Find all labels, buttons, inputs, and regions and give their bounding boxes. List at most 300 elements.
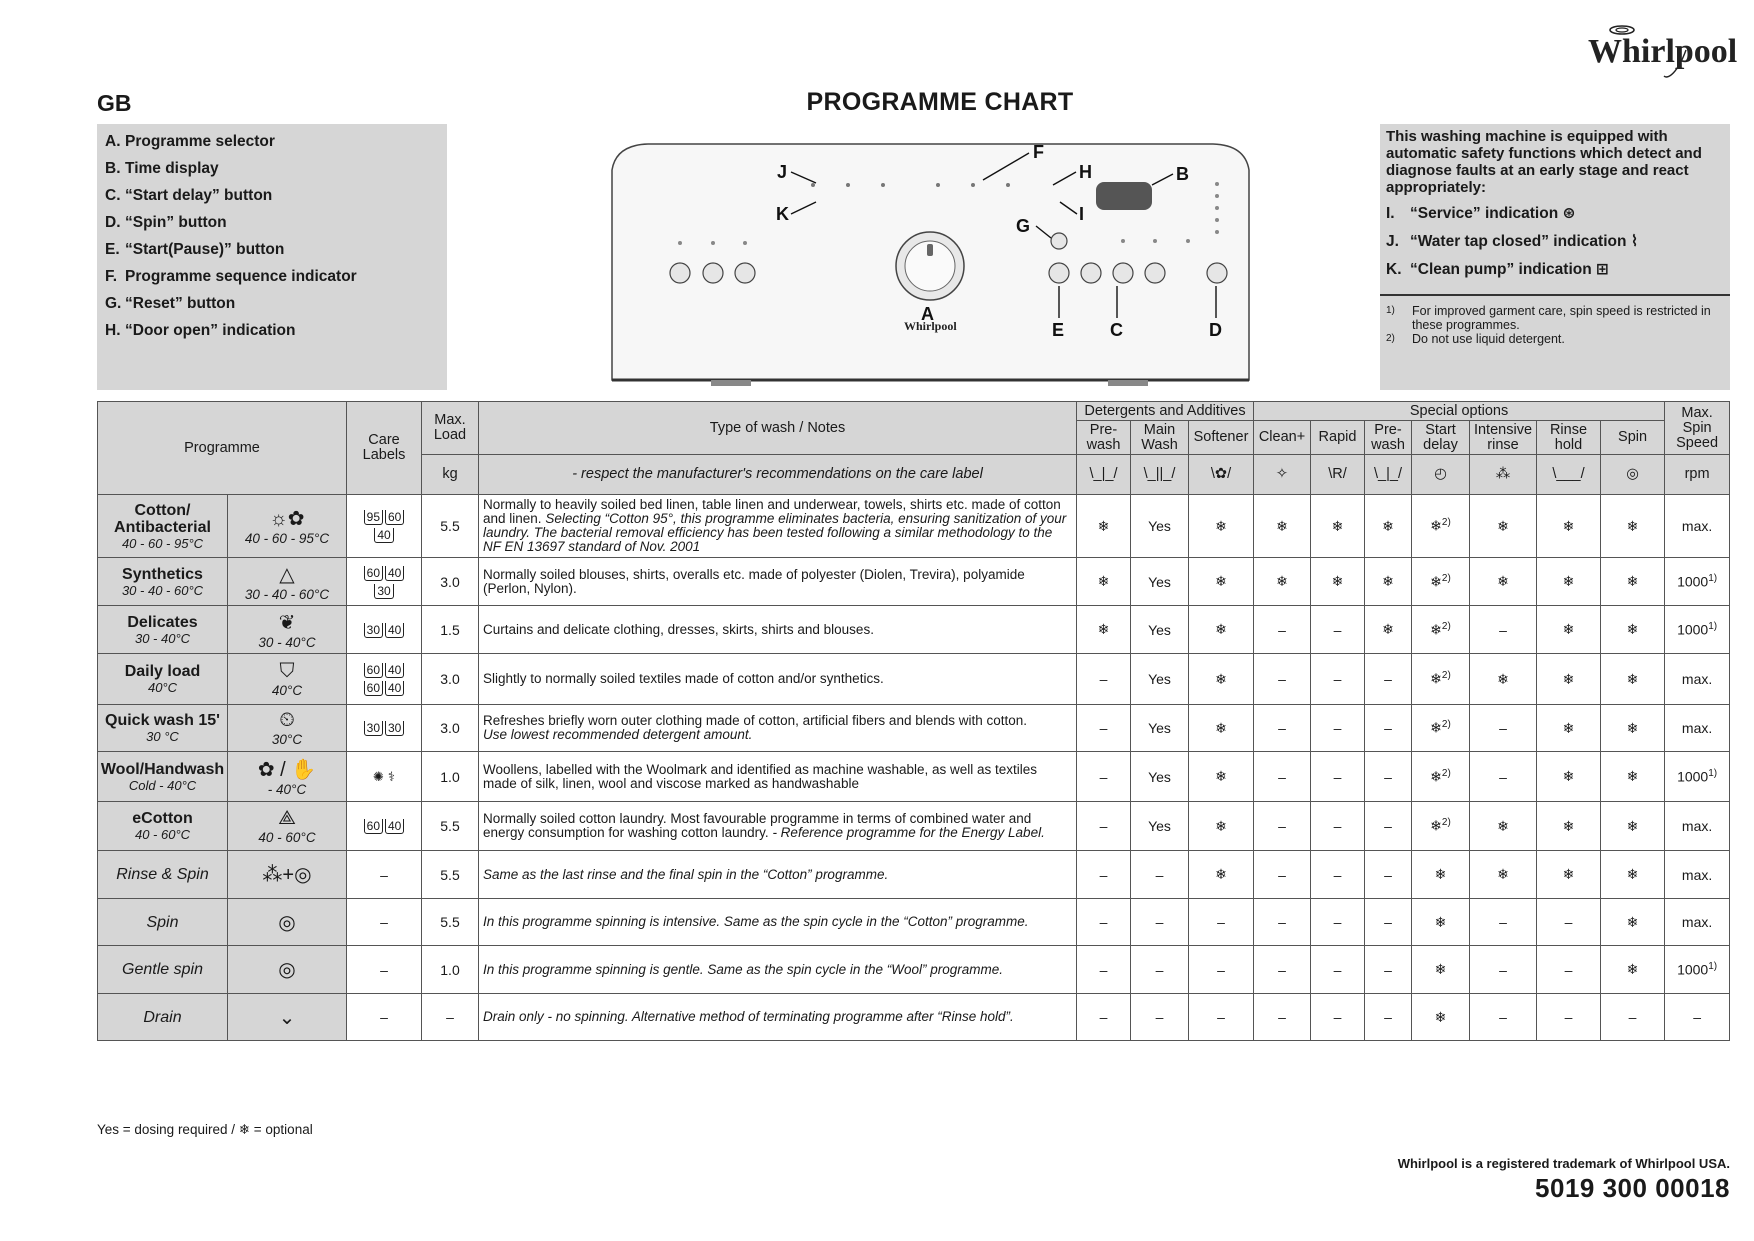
option-value: – — [1384, 818, 1392, 834]
option-cell — [1131, 802, 1189, 851]
option-cell — [1601, 946, 1665, 994]
care-labels-cell — [347, 654, 422, 705]
option-value: Yes — [1148, 573, 1171, 590]
option-value: Yes — [1148, 818, 1171, 834]
wash-notes-cell — [479, 802, 1077, 851]
care-label: 40 — [385, 623, 404, 638]
water-tap-icon: ⌇ — [1626, 233, 1639, 250]
care-labels-cell — [347, 994, 422, 1041]
option-value: ❄ — [1215, 817, 1227, 834]
option-cell — [1189, 994, 1254, 1041]
option-value: ❄ — [1430, 517, 1442, 534]
care-label: 60 — [364, 663, 383, 678]
care-none: – — [380, 1009, 388, 1025]
option-value: – — [1099, 1009, 1108, 1025]
safety-label: “Clean pump” indication — [1410, 261, 1592, 278]
programme-icon: ⟁ — [278, 807, 296, 829]
programme-name-cell — [98, 752, 228, 802]
footnote-text: For improved garment care, spin speed is restricted in these programmes. — [1412, 304, 1711, 332]
option-cell — [1077, 851, 1131, 899]
wash-notes: Curtains and delicate clothing, dresses, skirts, shirts and blouses. — [483, 621, 874, 637]
option-value: – — [1333, 961, 1342, 978]
option-cell — [1131, 752, 1189, 802]
wash-notes-cell — [479, 851, 1077, 899]
legend-item — [105, 268, 447, 295]
max-load: 3.0 — [422, 558, 479, 606]
option-value: – — [1099, 720, 1108, 736]
option-value: – — [1217, 914, 1225, 930]
programme-name-cell — [98, 558, 228, 606]
programme-icon-temp: 30 - 40°C — [258, 634, 316, 650]
programme-icon: △ — [279, 563, 295, 586]
programme-icon-cell — [228, 606, 347, 654]
option-value: Yes — [1148, 671, 1171, 687]
option-value: ❄ — [1430, 573, 1442, 590]
programme-icon-temp: 30 - 40 - 60°C — [244, 586, 330, 602]
col-option-header: Rinse hold — [1537, 421, 1601, 455]
legend-key: H. — [105, 322, 121, 339]
table-row — [98, 495, 1730, 558]
wash-notes-italic: Use lowest recommended detergent amount. — [483, 727, 753, 742]
option-cell — [1077, 606, 1131, 654]
option-value: ❄ — [1626, 573, 1639, 589]
option-cell — [1601, 752, 1665, 802]
option-cell — [1537, 558, 1601, 606]
option-value: ❄ — [1497, 573, 1509, 589]
control-panel-illustration — [608, 140, 1253, 390]
max-spin-cell — [1665, 946, 1730, 994]
programme-icon-cell — [228, 495, 347, 558]
care-labels-cell — [347, 705, 422, 752]
programme-temp: 30 - 40 - 60°C — [121, 582, 204, 598]
option-value: – — [1155, 914, 1164, 930]
max-spin-cell — [1665, 558, 1730, 606]
option-cell — [1601, 558, 1665, 606]
care-none: – — [380, 961, 388, 978]
programme-icon-cell — [228, 802, 347, 851]
option-cell — [1470, 802, 1537, 851]
option-cell — [1131, 899, 1189, 946]
option-value: – — [1384, 961, 1392, 978]
icon-intensive-rinse: ⁂ — [1470, 455, 1537, 495]
legend-item — [105, 295, 447, 322]
option-cell — [1131, 606, 1189, 654]
option-value: Yes — [1148, 720, 1171, 736]
programme-icon-temp: 40 - 60 - 95°C — [244, 531, 330, 546]
legend-key: B. — [105, 160, 121, 177]
wash-notes-cell — [479, 606, 1077, 654]
programme-name: Gentle spin — [122, 961, 203, 978]
divider — [1380, 294, 1730, 296]
option-cell — [1601, 606, 1665, 654]
max-spin-cell — [1665, 851, 1730, 899]
option-cell — [1189, 851, 1254, 899]
option-value: – — [1564, 961, 1573, 978]
table-row — [98, 558, 1730, 606]
footnote — [1386, 304, 1724, 332]
option-value: ❄ — [1626, 866, 1639, 882]
legend-label: “Reset” button — [125, 295, 236, 312]
option-value: ❄ — [1434, 1008, 1447, 1025]
callout-j: J — [777, 162, 788, 182]
callout-f: F — [1033, 142, 1044, 162]
icon-softener: \✿/ — [1189, 455, 1254, 495]
option-cell — [1077, 802, 1131, 851]
option-value: ❄ — [1215, 573, 1227, 589]
option-cell — [1412, 705, 1470, 752]
option-cell — [1254, 851, 1311, 899]
max-spin-unit: rpm — [1665, 455, 1730, 495]
option-cell — [1601, 495, 1665, 558]
option-value: ❄ — [1562, 573, 1575, 589]
option-cell — [1189, 606, 1254, 654]
care-label: 30 — [364, 721, 383, 736]
option-value: – — [1278, 866, 1286, 883]
programme-name: Synthetics — [122, 565, 203, 583]
col-option-header: Pre-wash — [1365, 421, 1412, 455]
option-value: – — [1278, 818, 1286, 834]
table-row — [98, 851, 1730, 899]
option-cell — [1537, 946, 1601, 994]
option-cell — [1470, 752, 1537, 802]
option-cell — [1189, 946, 1254, 994]
safety-label: “Water tap closed” indication — [1410, 233, 1627, 250]
max-spin: max. — [1681, 720, 1713, 736]
care-label: 40 — [374, 528, 393, 543]
option-value: – — [1384, 720, 1392, 736]
programme-name: Daily load — [124, 663, 201, 680]
option-cell — [1189, 654, 1254, 705]
option-value: ❄ — [1430, 768, 1442, 785]
programme-icon: ⁂+◎ — [262, 864, 312, 886]
wool-care-icon: ✺ — [373, 769, 384, 784]
option-cell — [1537, 606, 1601, 654]
care-labels-cell — [347, 946, 422, 994]
footnote — [1386, 332, 1724, 346]
care-label: 60 — [364, 566, 383, 581]
option-cell — [1254, 705, 1311, 752]
table-row — [98, 899, 1730, 946]
programme-name: eCotton — [132, 810, 193, 827]
max-spin: 1000 — [1677, 573, 1709, 590]
icon-main-wash: \_||_/ — [1131, 455, 1189, 495]
option-value: ❄ — [1626, 768, 1639, 784]
country-code: GB — [97, 90, 132, 116]
callout-d: D — [1209, 320, 1222, 340]
document-number: 5019 300 00018 — [1535, 1173, 1730, 1203]
callout-c: C — [1110, 320, 1123, 340]
legend-key: D. — [105, 214, 121, 231]
wash-notes-cell — [479, 558, 1077, 606]
option-value: ❄ — [1097, 621, 1110, 637]
option-cell — [1412, 606, 1470, 654]
option-cell — [1365, 495, 1412, 558]
max-load: 5.5 — [422, 802, 479, 851]
icon-prewash: \_|_/ — [1077, 455, 1131, 495]
programme-icon-cell — [228, 994, 347, 1041]
callout-g: G — [1016, 216, 1031, 236]
wash-notes: Normally soiled blouses, shirts, overalls etc. made of polyester (Diolen, Trevira), polyamide (Perlon, Nylon). — [483, 566, 1025, 596]
max-spin: max. — [1681, 518, 1713, 534]
option-value: ❄ — [1626, 517, 1639, 534]
wash-notes-italic: Drain only - no spinning. Alternative method of terminating programme after “Rinse hold”. — [483, 1009, 1014, 1024]
option-value: ❄ — [1562, 719, 1575, 736]
programme-table — [97, 401, 1730, 1041]
programme-name: Spin — [146, 913, 179, 931]
option-cell — [1077, 495, 1131, 558]
max-spin: – — [1693, 1009, 1701, 1025]
legend-key: G. — [105, 295, 122, 312]
option-cell — [1189, 752, 1254, 802]
programme-icon: ⛉ — [279, 660, 295, 682]
wash-notes: Refreshes briefly worn outer clothing made of cotton, artificial fibers and blends with cotton. — [483, 713, 1028, 728]
option-cell — [1189, 705, 1254, 752]
option-value: – — [1333, 671, 1342, 687]
option-value: – — [1217, 1009, 1225, 1025]
option-value: ❄ — [1626, 670, 1639, 687]
wash-notes: Normally soiled cotton laundry. Most favourable programme in terms of combined water and energy consumption for washing cotton laundry. — [483, 811, 1032, 840]
programme-temp: 30 - 40°C — [134, 630, 191, 646]
table-row — [98, 606, 1730, 654]
care-label: 60 — [385, 510, 404, 525]
option-value: Yes — [1148, 621, 1171, 638]
col-type-of-wash: Type of wash / Notes — [479, 402, 1077, 455]
option-value: ❄ — [1097, 573, 1110, 589]
safety-legend — [1380, 124, 1730, 390]
option-cell — [1601, 802, 1665, 851]
programme-icon-temp: 40°C — [271, 683, 303, 698]
programme-temp: 40 - 60°C — [134, 827, 191, 842]
option-value: – — [1278, 671, 1286, 687]
option-cell — [1365, 851, 1412, 899]
care-label: 40 — [385, 819, 404, 834]
option-value: – — [1499, 914, 1507, 930]
option-value: ❄ — [1562, 517, 1575, 534]
care-labels-cell — [347, 606, 422, 654]
option-value: ❄ — [1562, 621, 1575, 637]
care-labels-cell — [347, 752, 422, 802]
option-cell — [1254, 899, 1311, 946]
max-load: – — [422, 994, 479, 1041]
legend-label: Programme sequence indicator — [125, 268, 357, 285]
col-option-header: Pre-wash — [1077, 421, 1131, 455]
option-cell — [1254, 802, 1311, 851]
option-cell — [1254, 606, 1311, 654]
option-cell — [1254, 946, 1311, 994]
wash-notes-cell — [479, 705, 1077, 752]
option-cell — [1131, 705, 1189, 752]
control-legend — [97, 124, 447, 390]
col-option-header: Intensive rinse — [1470, 421, 1537, 455]
footer-legend: Yes = dosing required / ❄ = optional — [97, 1122, 313, 1137]
max-spin: 1000 — [1677, 621, 1709, 638]
safety-key: J. — [1386, 233, 1399, 250]
wash-notes-cell — [479, 752, 1077, 802]
col-option-header: Clean+ — [1254, 421, 1311, 455]
safety-item — [1386, 260, 1730, 288]
wash-notes-cell — [479, 495, 1077, 558]
option-cell — [1537, 654, 1601, 705]
option-value: ❄ — [1626, 817, 1639, 834]
option-value: – — [1099, 961, 1108, 978]
option-value: ❄ — [1434, 866, 1447, 882]
legend-item — [105, 322, 447, 349]
option-cell — [1470, 495, 1537, 558]
programme-name-cell — [98, 946, 228, 994]
care-none: – — [380, 866, 388, 883]
option-value: ❄ — [1331, 517, 1344, 534]
care-label: 60 — [364, 681, 383, 696]
callout-b: B — [1176, 164, 1189, 184]
option-cell — [1077, 752, 1131, 802]
table-row — [98, 654, 1730, 705]
max-spin-cell — [1665, 705, 1730, 752]
safety-item — [1386, 232, 1730, 260]
legend-item — [105, 214, 447, 241]
option-value: ❄ — [1276, 517, 1288, 534]
safety-key: I. — [1386, 205, 1395, 222]
spin-footnote: 1) — [1708, 961, 1718, 973]
max-spin: max. — [1681, 866, 1713, 883]
option-value: – — [1384, 768, 1392, 785]
panel-logo: Whirlpool — [904, 319, 957, 333]
care-label: 60 — [364, 819, 383, 834]
option-value: – — [1499, 961, 1507, 978]
programme-icon-temp: 40 - 60°C — [258, 830, 316, 845]
option-cell — [1254, 994, 1311, 1041]
wash-notes-cell — [479, 654, 1077, 705]
safety-label: “Service” indication — [1410, 205, 1559, 222]
max-spin: 1000 — [1677, 768, 1709, 785]
option-footnote: 2) — [1441, 719, 1451, 731]
option-value: ❄ — [1215, 517, 1227, 534]
option-value: – — [1333, 768, 1342, 785]
option-value: – — [1099, 866, 1108, 883]
programme-icon: ⏲ — [279, 709, 295, 731]
option-cell — [1412, 802, 1470, 851]
programme-name-cell — [98, 851, 228, 899]
programme-temp: 40 - 60 - 95°C — [121, 535, 204, 551]
table-row — [98, 802, 1730, 851]
option-cell — [1131, 654, 1189, 705]
option-cell — [1365, 899, 1412, 946]
option-value: – — [1333, 1009, 1342, 1025]
programme-name: Drain — [143, 1008, 182, 1026]
programme-icon-cell — [228, 705, 347, 752]
option-cell — [1470, 899, 1537, 946]
programme-icon: ◎ — [278, 959, 296, 981]
option-cell — [1077, 899, 1131, 946]
table-row — [98, 752, 1730, 802]
legend-key: E. — [105, 241, 120, 258]
wash-notes-italic: In this programme spinning is intensive. Same as the spin cycle in the “Cotton” programme. — [483, 914, 1029, 929]
max-load: 3.0 — [422, 654, 479, 705]
programme-temp: 30 °C — [146, 729, 179, 744]
wash-notes-italic: Selecting “Cotton 95°, this programme eliminates bacteria, ensuring sanitization of your laundry. The bacterial removal efficiency has been tested following a similar methodology to the NF EN 13697 standard of Nov. 2001 — [483, 511, 1067, 554]
option-value: – — [1499, 768, 1507, 785]
spin-footnote: 1) — [1708, 768, 1718, 780]
wash-notes: Normally to heavily soiled bed linen, table linen and underwear, towels, shirts etc. made of cotton and linen. — [483, 497, 1061, 526]
programme-icon-cell — [228, 899, 347, 946]
option-value: ❄ — [1626, 961, 1639, 977]
option-value: – — [1278, 1009, 1286, 1025]
footnote-key: 1) — [1386, 305, 1395, 316]
max-load: 1.0 — [422, 752, 479, 802]
option-value: ❄ — [1562, 670, 1575, 687]
option-cell — [1077, 654, 1131, 705]
max-load: 3.0 — [422, 705, 479, 752]
option-cell — [1537, 994, 1601, 1041]
option-footnote: 2) — [1441, 817, 1451, 829]
option-cell — [1311, 899, 1365, 946]
option-cell — [1189, 495, 1254, 558]
option-cell — [1311, 654, 1365, 705]
programme-icon-cell — [228, 851, 347, 899]
wash-notes-cell — [479, 899, 1077, 946]
option-cell — [1537, 495, 1601, 558]
option-value: ❄ — [1382, 573, 1394, 589]
option-cell — [1311, 705, 1365, 752]
option-cell — [1311, 752, 1365, 802]
callout-i: I — [1079, 204, 1085, 224]
max-load-unit: kg — [422, 455, 479, 495]
option-value: – — [1278, 961, 1286, 978]
programme-icon: ☼✿ — [269, 508, 305, 530]
option-value: ❄ — [1215, 719, 1227, 736]
option-value: ❄ — [1331, 573, 1344, 589]
option-cell — [1254, 558, 1311, 606]
option-cell — [1131, 495, 1189, 558]
col-option-header: Spin — [1601, 421, 1665, 455]
max-load: 1.0 — [422, 946, 479, 994]
option-value: – — [1333, 866, 1342, 883]
option-value: ❄ — [1382, 621, 1394, 637]
max-spin-cell — [1665, 752, 1730, 802]
programme-icon: ✿ / ✋ — [257, 758, 317, 781]
page-title: PROGRAMME CHART — [806, 88, 1074, 116]
option-cell — [1470, 946, 1537, 994]
spin-footnote: 1) — [1708, 573, 1718, 585]
option-value: ❄ — [1434, 913, 1447, 930]
col-option-header: Rapid — [1311, 421, 1365, 455]
care-label: 30 — [374, 584, 393, 599]
legend-item — [105, 160, 447, 187]
legend-label: “Start delay” button — [125, 187, 273, 204]
wash-notes-cell — [479, 946, 1077, 994]
max-spin: max. — [1681, 671, 1713, 687]
option-cell — [1412, 654, 1470, 705]
legend-item — [105, 133, 447, 160]
option-cell — [1601, 899, 1665, 946]
programme-icon-temp: - 40°C — [267, 781, 307, 797]
whirlpool-logo — [1588, 22, 1748, 82]
option-cell — [1601, 654, 1665, 705]
option-cell — [1311, 495, 1365, 558]
max-spin-cell — [1665, 899, 1730, 946]
service-icon: ⊛ — [1558, 205, 1576, 222]
safety-key: K. — [1386, 261, 1402, 278]
option-value: – — [1155, 961, 1164, 978]
option-cell — [1254, 495, 1311, 558]
option-value: – — [1217, 961, 1225, 978]
programme-icon-cell — [228, 752, 347, 802]
option-cell — [1365, 558, 1412, 606]
option-cell — [1537, 851, 1601, 899]
option-value: ❄ — [1626, 719, 1639, 736]
option-cell — [1189, 802, 1254, 851]
programme-icon-cell — [228, 654, 347, 705]
option-cell — [1311, 606, 1365, 654]
